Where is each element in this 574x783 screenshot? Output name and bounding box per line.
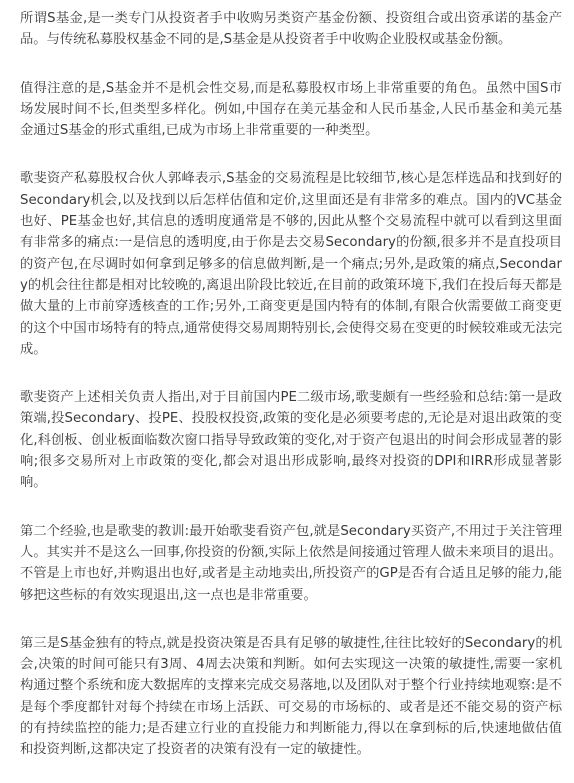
paragraph-third-decision-agility: 第三是S基金独有的特点,就是投资决策是否具有足够的敏捷性,往往比较好的Secondary的机会,决策的时间可能只有3周、4周去决策和判断。如何去实现这一决策的敏捷性,需要一家机构通过整个系统和庞大数据库的支撑来完成交易落地,以及团队对于整个行业持续地观察:是不是每个季度都针对每个持续在市场上活跃、可交易的市场标的、或者是还不能交易的资产标的有持续监控的能力;是否建立行业的直投能力和判断能力,得以在拿到标的后,快速地做估值和投资判断,这都决定了投资者的决策有没有一定的敏捷性。	[20, 635, 562, 758]
paragraph-s-fund-role: 值得注意的是,S基金并不是机会性交易,而是私募股权市场上非常重要的角色。虽然中国S市场发展时间不长,但类型多样化。例如,中国存在美元基金和人民币基金,人民币基金和美元基金通过S基金的形式重组,已成为市场上非常重要的一种类型。	[20, 80, 562, 139]
paragraph-s-fund-definition: 所谓S基金,是一类专门从投资者手中收购另类资产基金份额、投资组合或出资承诺的基金产品。与传统私募股权基金不同的是,S基金是从投资者手中收购企业股权或基金份额。	[20, 11, 562, 48]
paragraph-first-experience-policy: 歌斐资产上述相关负责人指出,对于目前国内PE二级市场,歌斐颇有一些经验和总结:第一是政策端,投Secondary、投PE、投股权投资,政策的变化是必须要考虑的,无论是对退出政策的变化,科创板、创业板面临数次窗口指导导致政策的变化,对于资产包退出的时间会形成显著的影响;很多交易所对上市政策的变化,都会对退出形成影响,最终对投资的DPI和IRR形成显著影响。	[20, 390, 562, 491]
paragraph-second-experience-gp: 第二个经验,也是歌斐的教训:最开始歌斐看资产包,就是Secondary买资产,不用过于关注管理人。其实并不是这么一回事,你投资的份额,实际上依然是间接通过管理人做未来项目的退出。不管是上市也好,并购退出也好,或者是主动地卖出,所投资产的GP是否有合适且足够的能力,能够把这些标的有效实现退出,这一点也是非常重要。	[20, 523, 562, 603]
paragraph-transaction-pain-points: 歌斐资产私募股权合伙人郭峰表示,S基金的交易流程是比较细节,核心是怎样选品和找到好的Secondary机会,以及找到以后怎样估值和定价,这里面还是有非常多的难点。国内的VC基金也好、PE基金也好,其信息的透明度通常是不够的,因此从整个交易流程中就可以看到这里面有非常多的痛点:一是信息的透明度,由于你是去交易Secondary的份额,很多并不是直投项目的资产包,在尽调时如何拿到足够多的信息做判断,是一个痛点;另外,是政策的痛点,Secondary的机会往往都是相对比较晚的,离退出阶段比较近,在目前的政策环境下,我们在投后每天都是做大量的上市前穿透核查的工作;另外,工商变更是国内特有的体制,有限合伙需要做工商变更的这个中国市场特有的特点,通常使得交易周期特别长,会使得交易在变更的时候较难或无法完成。	[20, 171, 562, 357]
